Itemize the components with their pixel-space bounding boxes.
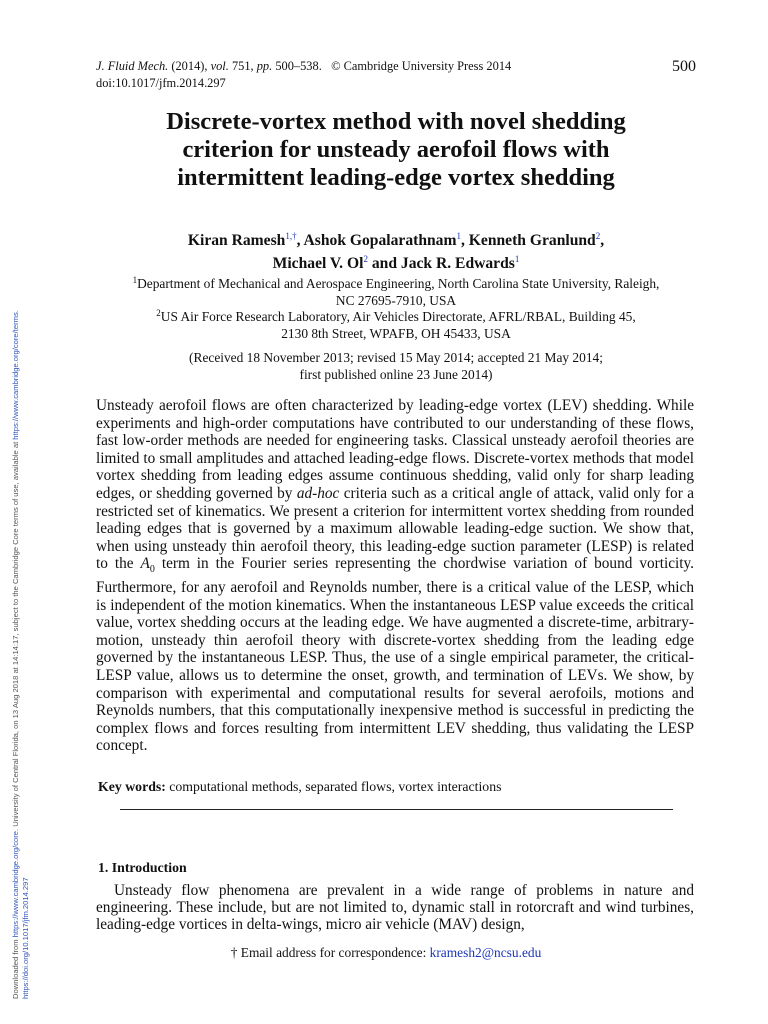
- title-line: intermittent leading-edge vortex shedding: [177, 164, 615, 191]
- author-line: [96, 250, 696, 273]
- author-affiliation-link[interactable]: 1,†: [285, 231, 297, 241]
- math-variable: A: [140, 555, 150, 573]
- notice-text: Downloaded from: [11, 937, 20, 999]
- author-list: [96, 227, 696, 273]
- keywords: [98, 779, 501, 795]
- section-divider: [120, 809, 673, 810]
- citation-volume: 751,: [228, 59, 257, 73]
- author-name: Ashok Gopalarathnam: [303, 232, 457, 249]
- notice-text: .: [11, 310, 20, 313]
- affiliation-line: 2130 8th Street, WPAFB, OH 45433, USA: [281, 326, 511, 341]
- pages-label: pp.: [256, 59, 273, 73]
- abstract-text: criteria such as a critical angle of attack, valid only for a restricted set of kinematics. We present a criterion for intermittent vortex shedding from rounded leading edges that is governed by a maximum allowable leading-edge suction. We show that, when using unsteady thin aerofoil theory, this leading-edge suction parameter (LESP) is related to the: [96, 484, 694, 573]
- received-line: first published online 23 June 2014): [299, 367, 493, 382]
- author-affiliation-link[interactable]: 1: [456, 231, 461, 241]
- title-line: Discrete-vortex method with novel shedding: [166, 108, 626, 135]
- paper-title: [96, 108, 696, 192]
- abstract: [96, 397, 694, 755]
- terms-link[interactable]: https://www.cambridge.org/core/terms: [11, 312, 20, 440]
- affiliation-line: [96, 305, 696, 325]
- received-line: (Received 18 November 2013; revised 15 May 2014; accepted 21 May 2014;: [189, 350, 603, 365]
- cambridge-core-link[interactable]: https://www.cambridge.org/core: [11, 831, 20, 938]
- citation-pages: 500–538.: [272, 59, 322, 73]
- math-subscript: 0: [149, 564, 155, 576]
- notice-text: . University of Central Florida, on 13 Aug 2018 at 14:14:17, subject to the Cambridge Core terms of use, available at: [11, 439, 20, 831]
- download-notice-line: [11, 109, 21, 999]
- author-name: Jack R. Edwards: [400, 255, 515, 272]
- citation-year: (2014),: [168, 59, 211, 73]
- affiliation-text: US Air Force Research Laboratory, Air Vehicles Directorate, AFRL/RBAL, Building 45,: [160, 309, 636, 324]
- affiliation: [96, 305, 696, 342]
- author-line: [96, 227, 696, 250]
- running-header: [96, 58, 696, 92]
- abstract-text: Unsteady aerofoil flows are often characterized by leading-edge vortex (LEV) shedding. While experiments and high-order computations have contributed to our understanding of these flows, fast low-order methods are needed for engineering tasks. Classical unsteady aerofoil theories are limited to small amplitudes and attached leading-edge flows. Discrete-vortex methods that model vortex shedding from leading edges assume continuous shedding, valid only for sharp leading edges, or shedding governed by: [96, 397, 694, 502]
- doi: doi:10.1017/jfm.2014.297: [96, 76, 226, 90]
- author-separator: ,: [296, 232, 304, 249]
- copyright-notice: © Cambridge University Press 2014: [331, 59, 512, 73]
- correspondence-footnote: [96, 945, 676, 961]
- affiliation-line: NC 27695-7910, USA: [335, 293, 457, 308]
- author-affiliation-link[interactable]: 2: [595, 231, 601, 241]
- abstract-italic: ad-hoc: [296, 484, 340, 502]
- affiliation-number: 1: [132, 275, 138, 285]
- download-notice: [11, 109, 31, 999]
- author-name: Kenneth Granlund: [468, 232, 596, 249]
- abstract-text: term in the Fourier series representing the chordwise variation of bound vorticity. Furthermore, for any aerofoil and Reynolds number, there is a critical value of the LESP, which is independent of the motion kinematics. When the instantaneous LESP value exceeds the critical value, vortex shedding occurs at the leading edge. We have augmented a discrete-time, arbitrary-motion, unsteady thin aerofoil theory with discrete-vortex shedding from the leading edge governed by the instantaneous LESP. Thus, the use of a single empirical parameter, the critical-LESP value, allows us to determine the onset, growth, and termination of LEVs. We show, by comparison with experimental and computational results for several aerofoils, motions and Reynolds numbers, that this computationally inexpensive method is successful in predicting the complex flows and forces resulting from intermittent LEV shedding, thus validating the LESP concept.: [96, 555, 694, 755]
- author-affiliation-link[interactable]: 1: [514, 254, 520, 264]
- author-name: Kiran Ramesh: [187, 232, 286, 249]
- affiliation-number: 2: [156, 308, 161, 318]
- affiliation: [96, 272, 696, 309]
- volume-label: vol.: [210, 59, 229, 73]
- title-line: criterion for unsteady aerofoil flows with: [182, 136, 610, 163]
- footnote-prefix: † Email address for correspondence:: [230, 945, 430, 960]
- email-link[interactable]: kramesh2@ncsu.edu: [429, 945, 542, 960]
- keywords-label: Key words:: [98, 779, 166, 794]
- author-separator: ,: [600, 232, 605, 249]
- received-dates: [96, 349, 696, 383]
- author-separator: ,: [460, 232, 469, 249]
- keywords-text: computational methods, separated flows, vortex interactions: [165, 779, 502, 794]
- affiliation-text: Department of Mechanical and Aerospace Engineering, North Carolina State University, Raleigh,: [137, 276, 660, 291]
- author-affiliation-link[interactable]: 2: [363, 254, 368, 264]
- section-heading: 1. Introduction: [98, 860, 187, 875]
- author-name: Michael V. Ol: [272, 255, 364, 272]
- introduction-text: Unsteady flow phenomena are prevalent in a wide range of problems in nature and engineering. These include, but are not limited to, dynamic stall in rotorcraft and wind turbines, leading-edge vortices in delta-wings, micro air vehicle (MAV) design,: [96, 882, 694, 933]
- doi-link[interactable]: https://doi.org/10.1017/jfm.2014.297: [21, 877, 30, 999]
- author-separator: and: [367, 255, 401, 272]
- affiliation-line: [96, 272, 696, 292]
- citation-line: [96, 58, 696, 75]
- page-number: 500: [672, 58, 696, 75]
- journal-name: J. Fluid Mech.: [96, 59, 169, 73]
